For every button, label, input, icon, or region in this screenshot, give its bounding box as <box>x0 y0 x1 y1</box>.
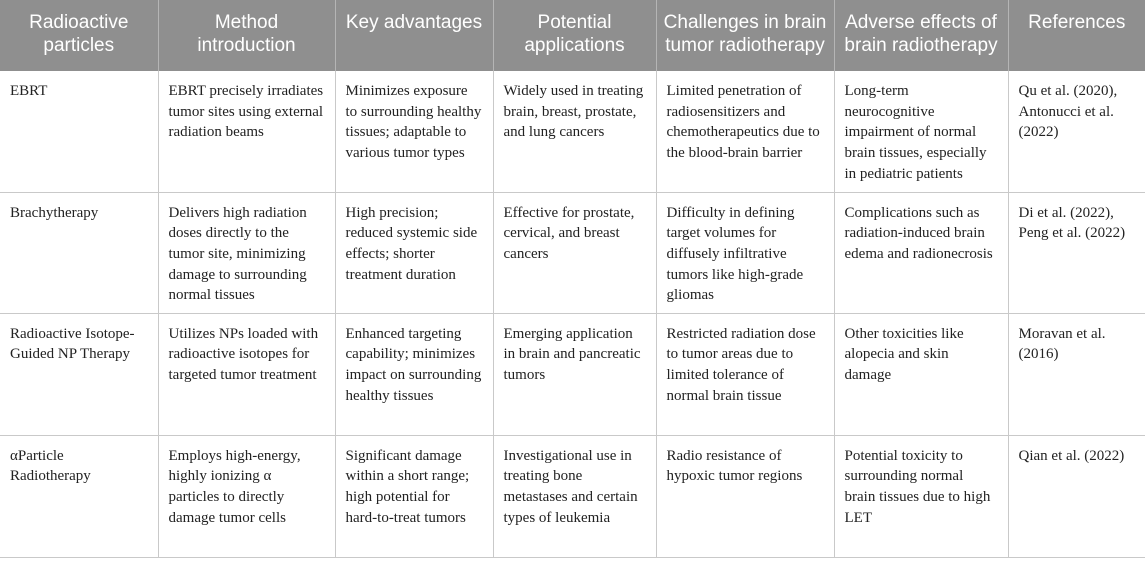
table-cell: αParticle Radiotherapy <box>0 435 158 557</box>
header-row <box>0 0 1145 71</box>
table-cell: Utilizes NPs loaded with radioactive isotopes for targeted tumor treatment <box>158 313 335 435</box>
table-cell: Brachytherapy <box>0 192 158 313</box>
header-method-introduction: Method introduction <box>158 0 335 71</box>
table-cell: Widely used in treating brain, breast, prostate, and lung cancers <box>493 71 656 192</box>
header-potential-applications: Potential applications <box>493 0 656 71</box>
header-challenges: Challenges in brain tumor radiotherapy <box>656 0 834 71</box>
header-radioactive-particles: Radioactive particles <box>0 0 158 71</box>
header-references: References <box>1008 0 1145 71</box>
table-cell: Di et al. (2022), Peng et al. (2022) <box>1008 192 1145 313</box>
table-cell: Radio resistance of hypoxic tumor regions <box>656 435 834 557</box>
table-row <box>0 192 1145 313</box>
table-cell: Investigational use in treating bone metastases and certain types of leukemia <box>493 435 656 557</box>
table-row <box>0 71 1145 192</box>
table-cell: EBRT precisely irradiates tumor sites using external radiation beams <box>158 71 335 192</box>
table-cell: Enhanced targeting capability; minimizes impact on surrounding healthy tissues <box>335 313 493 435</box>
table-cell: Employs high-energy, highly ionizing α particles to directly damage tumor cells <box>158 435 335 557</box>
table-cell: Restricted radiation dose to tumor areas due to limited tolerance of normal brain tissue <box>656 313 834 435</box>
table-cell: Long-term neurocognitive impairment of normal brain tissues, especially in pediatric patients <box>834 71 1008 192</box>
header-key-advantages: Key advantages <box>335 0 493 71</box>
table-cell: Radioactive Isotope-Guided NP Therapy <box>0 313 158 435</box>
table-cell: EBRT <box>0 71 158 192</box>
table-cell: Limited penetration of radiosensitizers and chemotherapeutics due to the blood-brain barrier <box>656 71 834 192</box>
table-cell: Qian et al. (2022) <box>1008 435 1145 557</box>
table-cell: Moravan et al. (2016) <box>1008 313 1145 435</box>
table-cell: Difficulty in defining target volumes for diffusely infiltrative tumors like high-grade gliomas <box>656 192 834 313</box>
table-cell: Potential toxicity to surrounding normal brain tissues due to high LET <box>834 435 1008 557</box>
table-cell: Delivers high radiation doses directly to the tumor site, minimizing damage to surrounding normal tissues <box>158 192 335 313</box>
table-cell: Qu et al. (2020), Antonucci et al. (2022) <box>1008 71 1145 192</box>
table-cell: Other toxicities like alopecia and skin damage <box>834 313 1008 435</box>
table-cell: High precision; reduced systemic side effects; shorter treatment duration <box>335 192 493 313</box>
table-row <box>0 435 1145 557</box>
table-cell: Effective for prostate, cervical, and breast cancers <box>493 192 656 313</box>
table-cell: Minimizes exposure to surrounding healthy tissues; adaptable to various tumor types <box>335 71 493 192</box>
table-cell: Significant damage within a short range; high potential for hard-to-treat tumors <box>335 435 493 557</box>
table-cell: Complications such as radiation-induced brain edema and radionecrosis <box>834 192 1008 313</box>
header-adverse-effects: Adverse effects of brain radiotherapy <box>834 0 1008 71</box>
table-row <box>0 313 1145 435</box>
table-cell: Emerging application in brain and pancreatic tumors <box>493 313 656 435</box>
